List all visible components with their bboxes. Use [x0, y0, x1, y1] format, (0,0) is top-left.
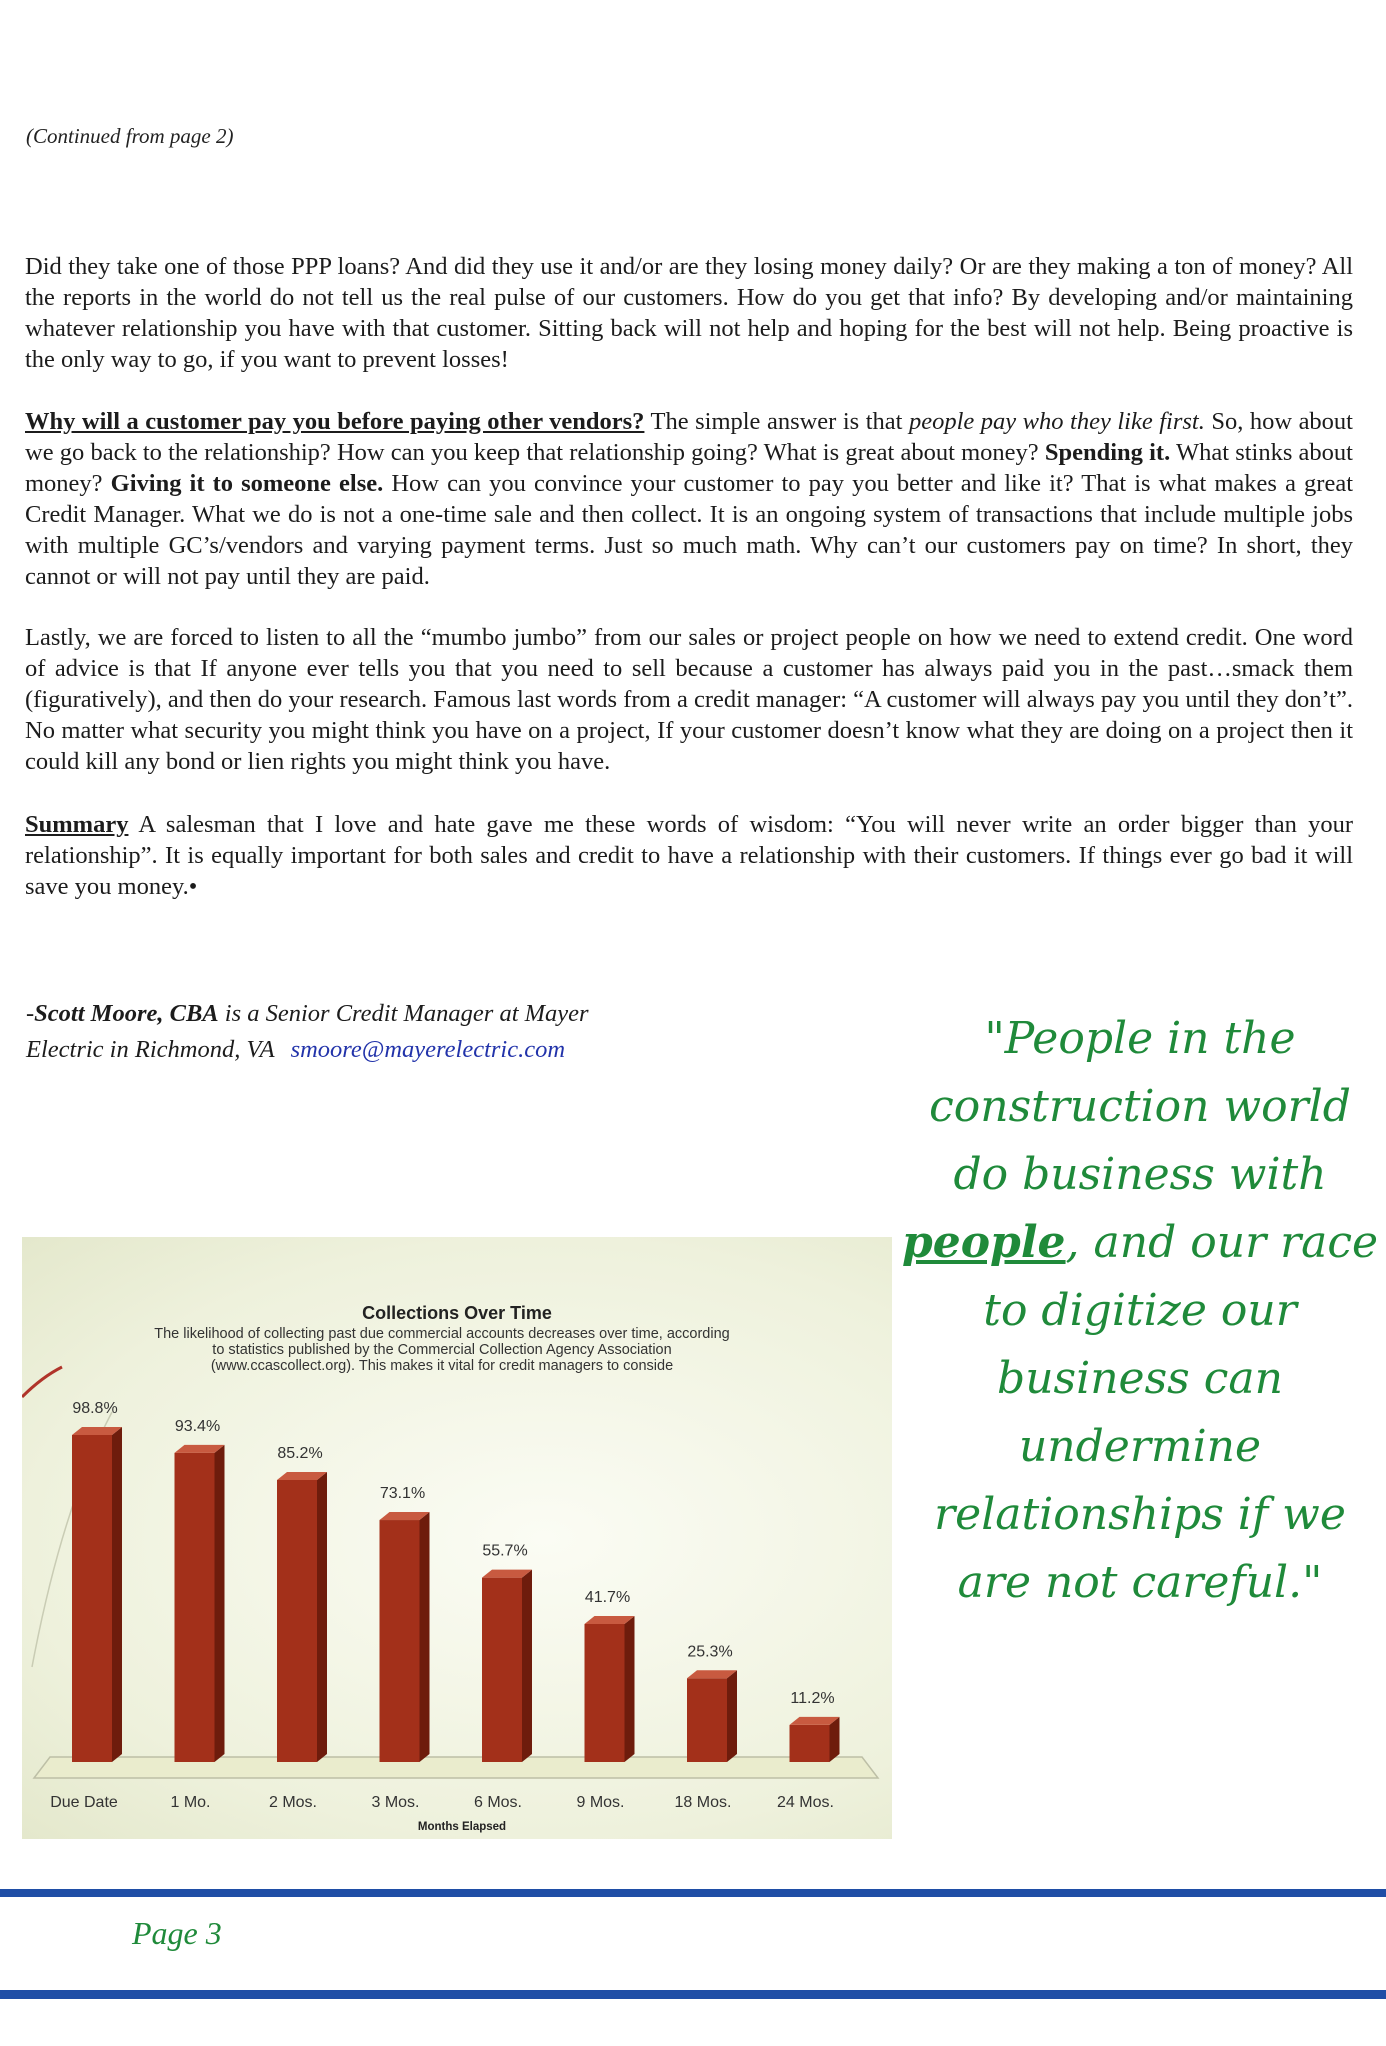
pull-quote	[900, 1005, 1380, 1617]
bold-phrase: Spending it.	[1044, 439, 1171, 466]
chart-title: Collections Over Time	[362, 1303, 552, 1323]
page-number: Page 3	[132, 1915, 222, 1951]
article-paragraph-4	[25, 809, 1353, 902]
chart-subtitle-line: The likelihood of collecting past due commercial accounts decreases over time, according	[154, 1326, 730, 1342]
bar-7	[687, 1678, 727, 1762]
paragraph-lead-heading: Why will a customer pay you before paying other vendors?	[25, 408, 645, 435]
paragraph-text: How can you convince your customer to pay you better and like it? That is what makes a great Credit Manager. What we do is not a one-time sale and then collect. It is an ongoing system of transactions that include multiple jobs with multiple GC’s/vendors and varying payment terms. Just so much math. Why can’t our customers pay on time? In short, they cannot or will not pay until they are paid.	[25, 470, 1353, 590]
byline-line-2	[26, 1032, 666, 1068]
bar-side-3	[317, 1472, 327, 1762]
pull-quote-text: , and our race to digitize our business can undermine relationships if we are not careful."	[934, 1217, 1379, 1608]
footer-rule-top	[0, 1889, 1386, 1897]
italic-phrase: people pay who they like first.	[908, 408, 1205, 435]
value-label: 85.2%	[277, 1444, 323, 1462]
paragraph-text: A salesman that I love and hate gave me these words of wisdom: “You will never write an order bigger than your relationship”. It is equally important for both sales and credit to have a relationship with their customers. If things ever go bad it will save you money.	[25, 811, 1353, 900]
bar-1	[72, 1435, 112, 1762]
value-label: 55.7%	[482, 1542, 528, 1560]
bar-side-2	[215, 1445, 225, 1762]
value-label: 25.3%	[687, 1643, 733, 1661]
category-label: 18 Mos.	[674, 1794, 732, 1811]
category-label: 9 Mos.	[576, 1794, 625, 1811]
bar-4	[380, 1520, 420, 1762]
category-label: 1 Mo.	[170, 1794, 211, 1811]
bar-group	[50, 1400, 839, 1811]
pull-quote-text: "People in the construction world do business with	[929, 1013, 1351, 1200]
summary-heading: Summary	[25, 811, 129, 838]
pull-quote-emphasis: people	[901, 1217, 1066, 1268]
value-label: 73.1%	[379, 1485, 426, 1503]
author-byline	[26, 996, 666, 1068]
article-paragraph-3: Lastly, we are forced to listen to all the “mumbo jumbo” from our sales or project people on how we need to extend credit. One word of advice is that If anyone ever tells you that you need to sell because a customer has always paid you in the past…smack them (figuratively), and then do your research. Famous last words from a credit manager: “A customer will always pay you until they don’t”. No matter what security you might think you have on a project, If your customer doesn’t know what they are doing on a project then it could kill any bond or lien rights you might think you have.	[25, 624, 1353, 775]
category-label: 24 Mos.	[777, 1794, 834, 1811]
bold-phrase: Giving it to someone else.	[110, 470, 384, 497]
bar-3	[277, 1480, 317, 1762]
bar-side-6	[625, 1616, 635, 1762]
continued-note: (Continued from page 2)	[26, 124, 234, 148]
bar-side-5	[522, 1570, 532, 1762]
bar-6	[585, 1624, 625, 1762]
chart-floor	[34, 1757, 878, 1778]
bar-side-4	[420, 1512, 430, 1762]
chart-subtitle-line: to statistics published by the Commercial Collection Agency Association	[212, 1342, 672, 1358]
category-label: 3 Mos.	[371, 1794, 420, 1811]
chart-subtitle-line: (www.ccascollect.org). This makes it vital for credit managers to conside	[210, 1358, 674, 1374]
byline-location: Electric in Richmond, VA	[26, 1036, 275, 1063]
value-label: 93.4%	[174, 1417, 221, 1435]
bar-2	[175, 1453, 215, 1762]
bar-5	[482, 1578, 522, 1762]
byline-line-1	[26, 996, 666, 1032]
article-paragraph-1: Did they take one of those PPP loans? And did they use it and/or are they losing money daily? Or are they making a ton of money? All the reports in the world do not tell us the real pulse of our customers. How do you get that info? By developing and/or maintaining whatever relationship you have with that customer. Sitting back will not help and hoping for the best will not help. Being proactive is the only way to go, if you want to prevent losses!	[25, 253, 1353, 373]
x-axis-label: Months Elapsed	[417, 1821, 507, 1833]
article-paragraph-2	[25, 406, 1353, 592]
collections-chart	[22, 1237, 892, 1839]
bar-side-7	[727, 1670, 737, 1762]
footer-rule-bottom	[0, 1990, 1386, 1999]
value-label: 41.7%	[584, 1588, 631, 1606]
value-label: 11.2%	[790, 1689, 835, 1707]
end-mark: •	[188, 873, 198, 900]
paragraph-text: So, how about we go back to the relationship? How can you keep that relationship going? What is great about money?	[25, 408, 1353, 466]
bar-8	[790, 1725, 830, 1762]
author-name: Scott Moore, CBA	[34, 1000, 219, 1027]
chart-svg	[22, 1237, 892, 1839]
value-label: 98.8%	[72, 1399, 118, 1417]
paragraph-text: The simple answer is that	[644, 408, 909, 435]
byline-role: is a Senior Credit Manager at Mayer	[218, 1000, 589, 1027]
paragraph-text: What stinks about money?	[25, 439, 1353, 497]
category-label: 2 Mos.	[268, 1794, 318, 1811]
bar-side-1	[112, 1427, 122, 1762]
category-label: Due Date	[50, 1794, 118, 1811]
byline-dash: -	[26, 1000, 35, 1027]
category-label: 6 Mos.	[473, 1794, 523, 1811]
decorative-mark	[22, 1367, 62, 1397]
author-email-link[interactable]: smoore@mayerelectric.com	[290, 1036, 566, 1063]
